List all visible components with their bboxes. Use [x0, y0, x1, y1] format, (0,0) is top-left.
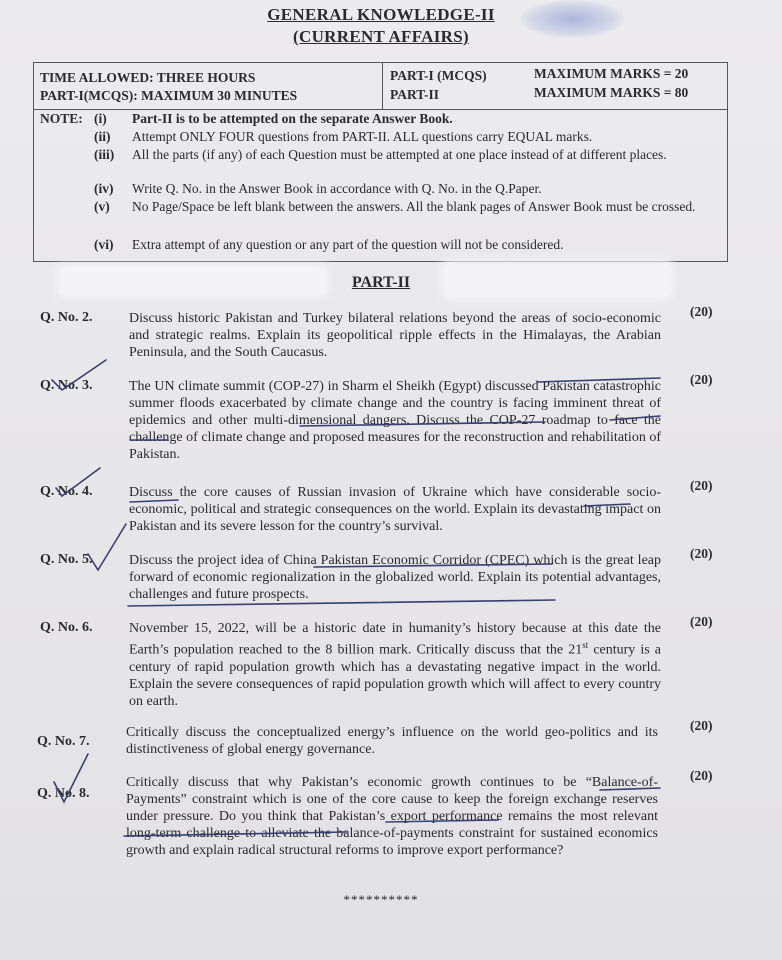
question-text: Discuss the project idea of China Pakistan Economic Corridor (CPEC) which is the great leap forward of economic regionalization in the globalized world. Explain its potential advantages, challenges and future prospects. [129, 553, 661, 602]
question-text: The UN climate summit (COP-27) in Sharm el Sheikh (Egypt) discussed Pakistan catastrophic summer floods exacerbated by climate change and the country is facing imminent threat of epidemics and other multi-dimensional dangers. Discuss the COP-27 roadmap to face the challenge of climate change and proposed measures for the reconstruction and rehabilitation of Pakistan. [129, 379, 661, 462]
note-text: Part-II is to be attempted on the separate Answer Book. [132, 111, 453, 126]
note-text: All the parts (if any) of each Question must be attempted at one place instead of at different places. [132, 147, 667, 162]
note-number: (iii) [94, 147, 115, 162]
note-number: (v) [94, 199, 110, 214]
question-text: Discuss the core causes of Russian invasion of Ukraine which have considerable socio-economic, political and strategic consequences on the world. Explain its devastating impact on Pakistan and its severe lesson for the country’s survival. [129, 485, 661, 534]
note-text: Write Q. No. in the Answer Book in accordance with Q. No. in the Q.Paper. [132, 181, 542, 196]
ordinal-suffix: st [582, 640, 589, 650]
note-text: Extra attempt of any question or any part of the question will not be considered. [132, 237, 564, 252]
note-number: (i) [94, 111, 107, 126]
question-marks: (20) [690, 478, 713, 493]
note-text: No Page/Space be left blank between the answers. All the blank pages of Answer Book must be crossed. [132, 199, 696, 214]
note-number: (vi) [94, 237, 114, 252]
question-text: Discuss historic Pakistan and Turkey bilateral relations beyond the areas of socio-economic and strategic realms. Explain its geopolitical ripple effects in the Himalayas, the Arabian Peninsula, and the South Caucasus. [129, 311, 661, 360]
max-marks-part1: MAXIMUM MARKS = 20 [534, 66, 689, 81]
question-number: Q. No. 2. [40, 310, 93, 325]
question-number: Q. No. 6. [40, 620, 93, 635]
end-marker [0, 892, 782, 908]
question-marks: (20) [690, 546, 713, 561]
question-text: Critically discuss the conceptualized energy’s influence on the world geo-politics and its distinctiveness of global energy governance. [126, 725, 658, 757]
time-allowed: TIME ALLOWED: THREE HOURS [40, 70, 256, 85]
note-label: NOTE: [40, 111, 83, 126]
note-number: (iv) [94, 181, 114, 196]
end-stars: ********** [343, 892, 419, 907]
part1-time: PART-I(MCQS): MAXIMUM 30 MINUTES [40, 88, 298, 103]
part2-heading-text: PART-II [351, 274, 411, 291]
question-number: Q. No. 4. [40, 484, 93, 499]
question-marks: (20) [690, 614, 713, 629]
part1-label: PART-I (MCQS) [390, 68, 487, 83]
question-text-part: century is a century of rapid population growth which has a devastating negative impact in the world. Explain the severe consequences of rapid population growth which will affect to every country on earth. [129, 642, 662, 709]
title-line-1: GENERAL KNOWLEDGE-II [267, 5, 495, 24]
question-text-part: November 15, 2022, will be a historic date in humanity’s history because at this date the Earth’s population reached to the 8 billion mark. Critically discuss that the 21 [129, 621, 661, 658]
question-marks: (20) [690, 372, 713, 387]
question-number: Q. No. 3. [40, 378, 93, 393]
max-marks-part2: MAXIMUM MARKS = 80 [534, 85, 689, 100]
question-text: Critically discuss that why Pakistan’s economic growth continues to be “Balance-of-Payments” constraint which is one of the core cause to keep the foreign exchange reserves under pressure. Do you think that Pakistan’s export performance remains the most relevant long-term challenge to alleviate the balance-of-payments constraint for sustained economics growth and explain radical structural reforms to improve export performance? [126, 775, 658, 858]
question-number: Q. No. 7. [37, 734, 90, 749]
question-marks: (20) [690, 304, 713, 319]
title-line-2: (CURRENT AFFAIRS) [293, 27, 469, 46]
question-marks: (20) [690, 768, 713, 783]
note-number: (ii) [94, 129, 111, 144]
note-text: Attempt ONLY FOUR questions from PART-II. ALL questions carry EQUAL marks. [132, 129, 593, 144]
question-number: Q. No. 8. [37, 786, 90, 801]
question-number: Q. No. 5. [40, 552, 93, 567]
question-marks: (20) [690, 718, 713, 733]
part2-label: PART-II [390, 87, 440, 102]
